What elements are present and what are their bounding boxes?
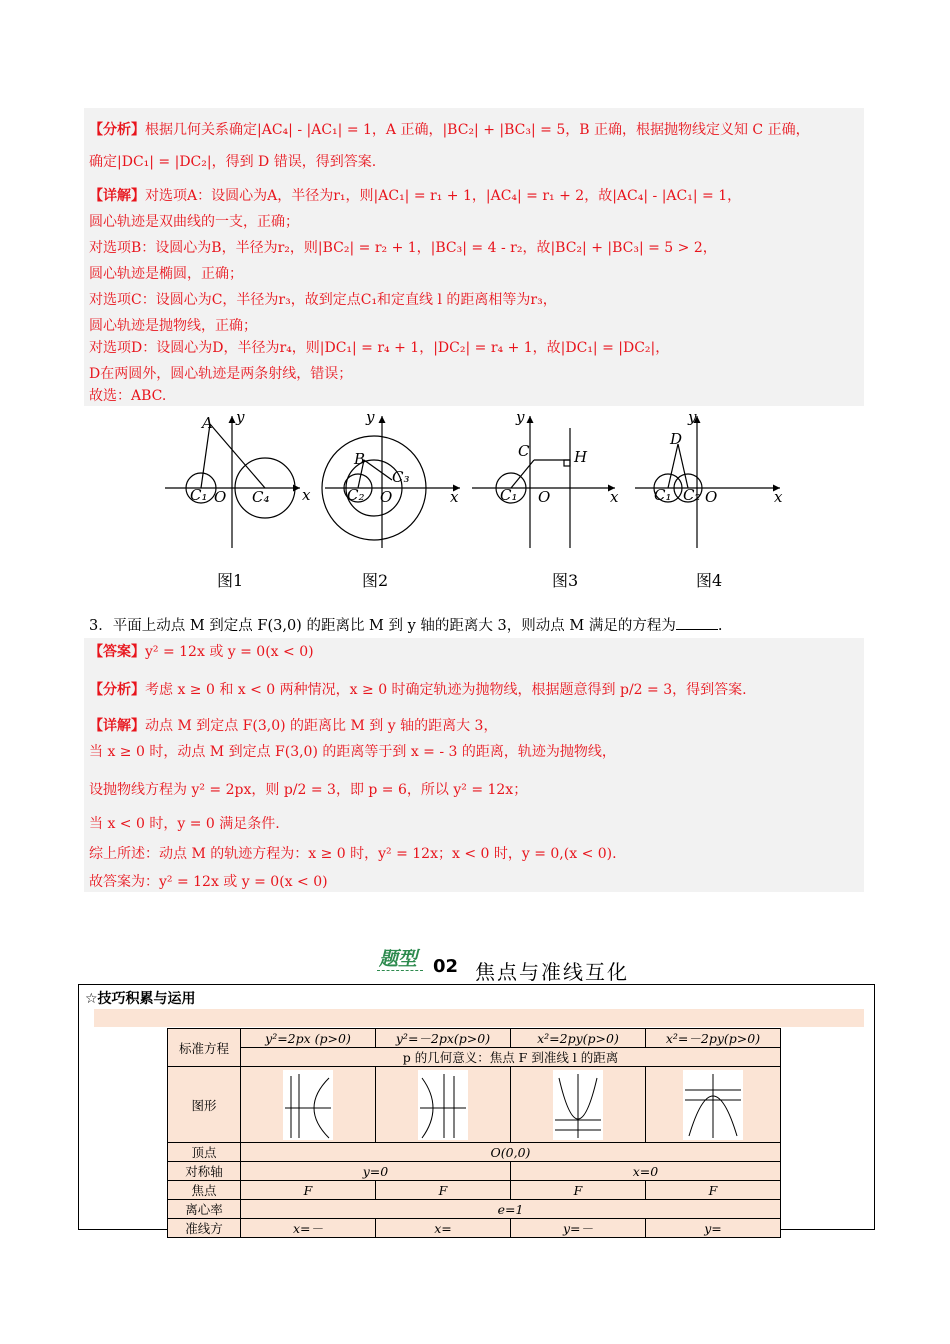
table-cell: 对称轴	[168, 1162, 241, 1181]
fig3-label-C: C	[518, 442, 530, 460]
table-cell: y²=2px (p>0)	[241, 1029, 376, 1048]
table-cell: x=－	[241, 1219, 376, 1238]
graph-left-parabola	[418, 1070, 468, 1140]
table-row	[168, 1162, 781, 1181]
detail-line-2: 圆心轨迹是双曲线的一支，正确；	[89, 214, 299, 230]
question-3: 3．平面上动点 M 到定点 F(3,0) 的距离比 M 到 y 轴的距离大 3，则动点 M 满足的方程为 .	[89, 618, 723, 634]
table-cell: 准线方	[168, 1219, 241, 1238]
answer-blank	[676, 617, 718, 630]
section-heading: 焦点与准线互化	[475, 960, 629, 984]
table-cell: F	[646, 1181, 781, 1200]
fig2-label-y: y	[366, 408, 375, 426]
table-cell: F	[376, 1181, 511, 1200]
table-cell: y²=－2px(p>0)	[376, 1029, 511, 1048]
fig1-label-C1: C₁	[190, 486, 208, 504]
fig3-label-O: O	[538, 488, 551, 506]
fig1-caption: 图1	[217, 571, 244, 590]
table-cell: y=0	[241, 1162, 511, 1181]
skill-title: ☆技巧积累与运用	[85, 991, 196, 1007]
fig1-label-x: x	[302, 486, 311, 504]
table-cell: x²=2py(p>0)	[511, 1029, 646, 1048]
table-row	[168, 1048, 781, 1067]
fig4-label-y: y	[688, 408, 697, 426]
figure-1	[165, 416, 300, 548]
table-row	[168, 1029, 781, 1048]
fig2-label-x: x	[450, 488, 459, 506]
fig3-label-H: H	[574, 448, 588, 466]
graph-cell-3	[511, 1067, 646, 1143]
analysis-line-2: 确定|DC₁| = |DC₂|，得到 D 错误，得到答案.	[89, 154, 377, 170]
fig4-label-C1: C₁	[654, 486, 672, 504]
fig4-label-x: x	[774, 488, 783, 506]
table-cell: x=0	[511, 1162, 781, 1181]
table-cell: 焦点	[168, 1181, 241, 1200]
detail3-line-2: 当 x ≥ 0 时，动点 M 到定点 F(3,0) 的距离等于到 x = - 3 的距离，轨迹为抛物线，	[89, 744, 616, 760]
table-cell: p 的几何意义：焦点 F 到准线 l 的距离	[241, 1048, 781, 1067]
graph-right-parabola	[283, 1070, 333, 1140]
detail3-line-1: 【详解】动点 M 到定点 F(3,0) 的距离比 M 到 y 轴的距离大 3，	[89, 718, 498, 734]
detail-line-9: 故选：ABC.	[89, 388, 167, 404]
graph-cell-2	[376, 1067, 511, 1143]
table-cell: F	[511, 1181, 646, 1200]
detail3-line-4: 当 x < 0 时，y = 0 满足条件.	[89, 816, 280, 832]
table-cell: F	[241, 1181, 376, 1200]
fig1-label-A: A	[202, 414, 213, 432]
table-cell: 标准方程	[168, 1029, 241, 1067]
table-cell: e=1	[241, 1200, 781, 1219]
skill-band	[94, 1009, 864, 1027]
graph-cell-4	[646, 1067, 781, 1143]
answer-line: 【答案】y² = 12x 或 y = 0(x < 0)	[89, 644, 314, 660]
fig2-label-O: O	[380, 488, 393, 506]
analysis3-line: 【分析】考虑 x ≥ 0 和 x < 0 两种情况，x ≥ 0 时确定轨迹为抛物线，根据题意得到 p/2 = 3，得到答案.	[89, 682, 747, 698]
table-row	[168, 1067, 781, 1143]
fig3-label-y: y	[516, 408, 525, 426]
fig2-label-C2: C₂	[347, 486, 365, 504]
fig2-label-C3: C₃	[392, 468, 410, 486]
detail3-line-3: 设抛物线方程为 y² = 2px，则 p/2 = 3，即 p = 6，所以 y² = 12x；	[89, 782, 528, 798]
detail-line-5: 对选项C：设圆心为C，半径为r₃，故到定点C₁和定直线 l 的距离相等为r₃，	[89, 292, 557, 308]
detail-line-7: 对选项D：设圆心为D，半径为r₄，则|DC₁| = r₄ + 1，|DC₂| = r₄ + 1，故|DC₁| = |DC₂|，	[89, 340, 670, 356]
detail-line-6: 圆心轨迹是抛物线，正确；	[89, 318, 257, 334]
table-cell: 离心率	[168, 1200, 241, 1219]
fig3-label-x: x	[610, 488, 619, 506]
figures-1-4	[160, 408, 800, 558]
table-cell: x²=－2py(p>0)	[646, 1029, 781, 1048]
detail3-line-6: 故答案为：y² = 12x 或 y = 0(x < 0)	[89, 874, 328, 890]
analysis-line-1: 【分析】根据几何关系确定|AC₄| - |AC₁| = 1，A 正确，|BC₂| + |BC₃| = 5，B 正确，根据抛物线定义知 C 正确，	[89, 122, 810, 138]
figure-4	[635, 416, 780, 548]
fig1-label-y: y	[236, 408, 245, 426]
table-cell: 图形	[168, 1067, 241, 1143]
graph-up-parabola	[553, 1070, 603, 1140]
table-row	[168, 1200, 781, 1219]
fig3-label-C1: C₁	[500, 486, 518, 504]
figure-3	[472, 416, 615, 548]
detail3-line-5: 综上所述：动点 M 的轨迹方程为：x ≥ 0 时，y² = 12x；x < 0 时，y = 0,(x < 0).	[89, 846, 617, 862]
section-number: 02	[433, 956, 459, 977]
table-row	[168, 1219, 781, 1238]
table-cell: x=	[376, 1219, 511, 1238]
fig4-label-C2: C₂	[683, 486, 701, 504]
parabola-table	[167, 1028, 781, 1238]
graph-down-parabola	[683, 1070, 743, 1140]
fig1-label-C4: C₄	[252, 488, 270, 506]
table-cell: y=	[646, 1219, 781, 1238]
fig1-label-O: O	[214, 488, 227, 506]
table-row	[168, 1143, 781, 1162]
table-cell: O(0,0)	[241, 1143, 781, 1162]
section-tag: 题型	[379, 948, 418, 970]
fig3-caption: 图3	[552, 571, 579, 590]
figure-2	[322, 416, 460, 548]
fig4-caption: 图4	[696, 571, 723, 590]
fig2-label-B: B	[354, 450, 366, 468]
fig2-caption: 图2	[362, 571, 389, 590]
graph-cell-1	[241, 1067, 376, 1143]
table-cell: 顶点	[168, 1143, 241, 1162]
section-title	[375, 944, 705, 984]
detail-line-8: D在两圆外，圆心轨迹是两条射线，错误；	[89, 366, 353, 382]
fig4-label-O: O	[705, 488, 718, 506]
table-cell: y=－	[511, 1219, 646, 1238]
detail-line-4: 圆心轨迹是椭圆，正确；	[89, 266, 243, 282]
detail-line-1: 【详解】对选项A：设圆心为A，半径为r₁，则|AC₁| = r₁ + 1，|AC₄| = r₁ + 2，故|AC₄| - |AC₁| = 1，	[89, 188, 742, 204]
detail-line-3: 对选项B：设圆心为B，半径为r₂，则|BC₂| = r₂ + 1，|BC₃| = 4 - r₂，故|BC₂| + |BC₃| = 5 > 2，	[89, 240, 717, 256]
table-row	[168, 1181, 781, 1200]
section-tag-underline	[377, 970, 423, 971]
fig4-label-D: D	[670, 430, 683, 448]
